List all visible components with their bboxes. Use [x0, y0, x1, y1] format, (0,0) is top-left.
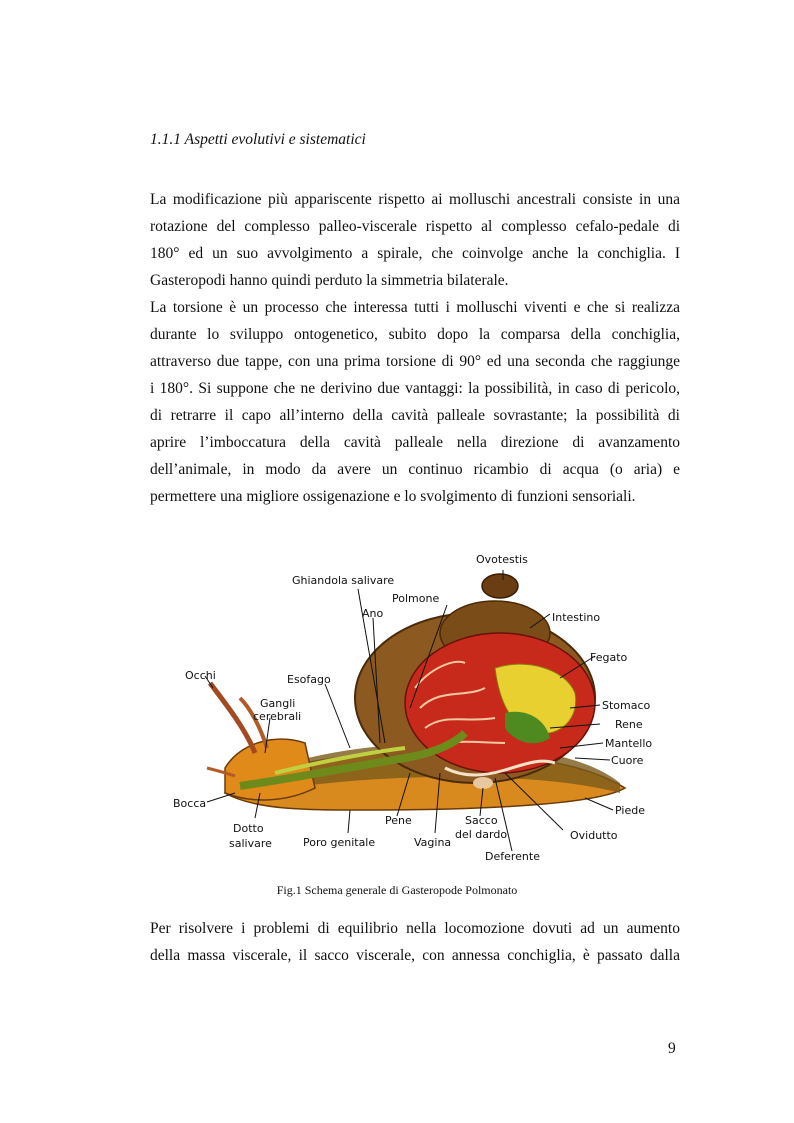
label-fegato: Fegato	[590, 651, 628, 664]
text-line: permettere una migliore ossigenazione e lo svolgimento di funzioni sensoriali.	[150, 488, 636, 505]
text-line: Per risolvere i problemi di equilibrio nella locomozione dovuti ad un aumento	[150, 920, 680, 937]
dart-sac	[473, 777, 493, 789]
figure-caption: Fig.1 Schema generale di Gasteropode Polmonato	[276, 883, 518, 897]
label-gangli: Gangli	[260, 697, 296, 710]
label-esofago: Esofago	[287, 673, 331, 686]
label-cerebrali: cerebrali	[253, 710, 302, 723]
text-line: rotazione del complesso palleo-viscerale rispetto al complesso cefalo-pedale di	[150, 218, 680, 235]
label-ovotestis: Ovotestis	[476, 553, 528, 566]
snail-illustration	[165, 548, 655, 874]
paragraph-2	[150, 294, 680, 510]
label-occhi: Occhi	[185, 669, 216, 682]
label-ovidutto: Ovidutto	[570, 829, 618, 842]
snail-anatomy-figure	[165, 548, 655, 874]
eye-tentacle	[210, 683, 255, 753]
section-heading: 1.1.1 Aspetti evolutivi e sistematici	[150, 131, 366, 148]
text-line: durante lo sviluppo ontogenetico, subito dopo la comparsa della conchiglia,	[150, 326, 680, 343]
label-cuore: Cuore	[611, 754, 644, 767]
text-line: La torsione è un processo che interessa tutti i molluschi viventi e che si realizza	[150, 299, 680, 316]
text-line: attraverso due tappe, con una prima torsione di 90° ed una seconda che raggiunge	[150, 353, 680, 370]
text-line: di retrarre il capo all’interno della cavità palleale sovrastante; la possibilità di	[150, 407, 680, 424]
label-salivare: salivare	[229, 837, 272, 850]
snail-head	[225, 739, 315, 800]
paragraph-1	[150, 186, 680, 294]
label-piede: Piede	[615, 804, 645, 817]
shell-apex	[482, 574, 518, 598]
text-line: dell’animale, in modo da avere un continuo ricambio di acqua (o aria) e	[150, 461, 680, 478]
label-stomaco: Stomaco	[602, 699, 651, 712]
text-line: Gasteropodi hanno quindi perduto la simmetria bilaterale.	[150, 272, 509, 289]
paragraph-3	[150, 915, 680, 969]
label-vagina: Vagina	[414, 836, 452, 849]
label-deferente: Deferente	[485, 850, 540, 863]
text-line: La modificazione più appariscente rispetto ai molluschi ancestrali consiste in una	[150, 191, 680, 208]
text-line: 180° ed un suo avvolgimento a spirale, che coinvolge anche la conchiglia. I	[150, 245, 680, 262]
text-line: i 180°. Si suppone che ne derivino due vantaggi: la possibilità, in caso di pericolo,	[150, 380, 680, 397]
label-pene: Pene	[385, 814, 412, 827]
label-mantello: Mantello	[605, 737, 653, 750]
label-del-dardo: del dardo	[455, 828, 508, 841]
label-rene: Rene	[615, 718, 643, 731]
label-ghiandola-salivare: Ghiandola salivare	[292, 574, 395, 587]
label-bocca: Bocca	[173, 797, 207, 810]
label-polmone: Polmone	[392, 592, 440, 605]
label-ano: Ano	[362, 607, 384, 620]
page-number: 9	[668, 1040, 676, 1057]
label-poro-genitale: Poro genitale	[303, 836, 376, 849]
text-line: della massa viscerale, il sacco viscerale, con annessa conchiglia, è passato dalla	[150, 947, 680, 964]
text-line: aprire l’imboccatura della cavità palleale nella direzione di avanzamento	[150, 434, 680, 451]
label-intestino: Intestino	[552, 611, 601, 624]
label-dotto: Dotto	[233, 822, 264, 835]
label-sacco: Sacco	[465, 814, 498, 827]
